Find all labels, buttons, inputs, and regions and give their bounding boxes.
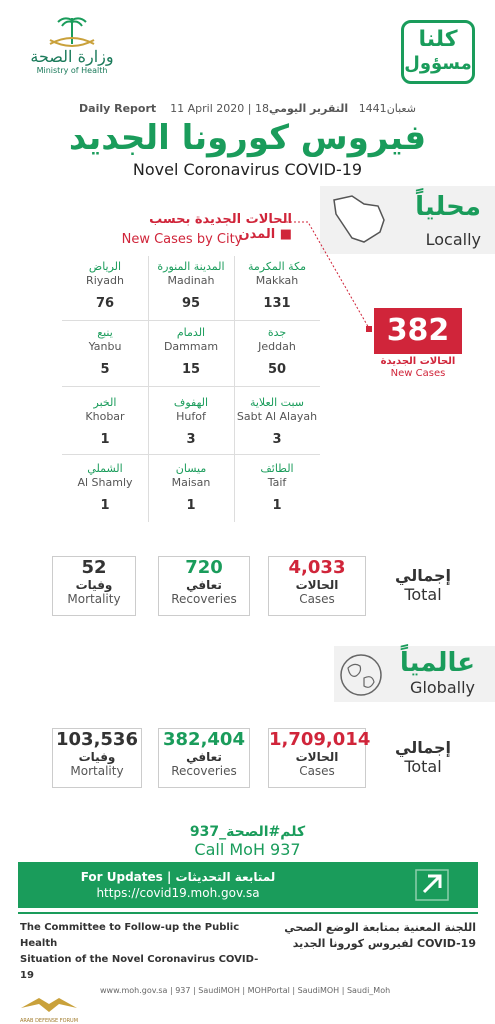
grid-divider	[234, 256, 235, 522]
cities-heading-en: New Cases by City	[121, 232, 243, 247]
updates-bar[interactable]	[18, 862, 478, 908]
global-cases-value: 1,709,014	[269, 729, 371, 750]
city-cell: سبت العلاية Sabt Al Alayah 3	[236, 396, 318, 447]
footer-social-links[interactable]: www.moh.gov.sa | 937 | SaudiMOH | MOHPortal | SaudiMOH | Saudi_Moh	[100, 986, 391, 995]
city-cell: الرياض Riyadh 76	[86, 260, 124, 311]
city-cell: ينبع Yanbu 5	[88, 326, 122, 377]
report-line: Daily Report 11 April 2020 | 18شعبان1441 التقرير اليومي	[79, 102, 416, 115]
updates-url-link[interactable]: https://covid19.moh.gov.sa	[96, 886, 260, 900]
hotline-en: Call MoH 937	[194, 840, 301, 859]
locally-heading-ar: محلياً	[415, 192, 481, 222]
city-cell: جدة Jeddah 50	[258, 326, 296, 377]
city-cell: مكة المكرمة Makkah 131	[247, 260, 307, 311]
city-cell: الشملي Al Shamly 1	[77, 462, 133, 513]
grid-divider	[62, 454, 320, 455]
global-recoveries-value: 382,404	[163, 729, 245, 750]
city-cell: المدينة المنورة Madinah 95	[157, 260, 225, 311]
local-recoveries-box: 720 تعافي Recoveries	[158, 556, 250, 616]
page-title-ar: فيروس كورونا الجديد	[68, 118, 427, 158]
grid-divider	[148, 256, 149, 522]
arrow-icon	[414, 868, 450, 902]
city-cell: الدمام Dammam 15	[163, 326, 219, 377]
moh-logo	[12, 14, 132, 94]
page-title-en: Novel Coronavirus COVID-19	[132, 160, 363, 179]
global-recoveries-box: 382,404 تعافي Recoveries	[158, 728, 250, 788]
city-cell: الهفوف Hufof 3	[173, 396, 209, 447]
local-cases-value: 4,033	[288, 557, 346, 578]
palm-swords-icon	[42, 14, 102, 48]
global-mortality-box: 103,536 وفيات Mortality	[52, 728, 142, 788]
report-label-ar: التقرير اليومي	[269, 102, 349, 115]
locally-heading-en: Locally	[425, 230, 481, 249]
global-mortality-value: 103,536	[56, 729, 138, 750]
moh-name-en: Ministry of Health	[36, 66, 108, 75]
moh-name-ar: وزارة الصحة	[30, 47, 114, 66]
kolna-line1: كلنا	[418, 27, 458, 52]
kolna-masool-logo	[401, 20, 475, 84]
city-cell: الخبر Khobar 1	[85, 396, 125, 447]
report-label-en: Daily Report	[79, 102, 157, 115]
cities-heading-ar: الحالات الجديدة بحسب المدن ■	[149, 212, 292, 242]
grid-divider	[62, 320, 320, 321]
kolna-line2: مسؤول	[404, 53, 472, 74]
city-cell: ميسان Maisan 1	[171, 462, 211, 513]
globally-heading-en: Globally	[410, 678, 475, 697]
new-cases-label-ar: الحالات الجديدة	[380, 356, 456, 367]
new-cases-label-en: New Cases	[390, 368, 446, 379]
grid-divider	[62, 386, 320, 387]
globally-heading-ar: عالمياً	[399, 648, 475, 678]
city-cell: الطائف Taif 1	[260, 462, 294, 513]
hotline-ar: كلم#الصحة_937	[189, 824, 306, 840]
report-hijri: 18شعبان1441	[255, 102, 416, 115]
global-cases-box: 1,709,014 الحالات Cases	[268, 728, 366, 788]
local-total-label: إجمالي Total	[395, 566, 451, 604]
local-mortality-box: 52 وفيات Mortality	[52, 556, 136, 616]
global-total-label: إجمالي Total	[395, 738, 451, 776]
globe-icon	[336, 650, 386, 700]
eagle-icon	[19, 994, 79, 1014]
updates-title: For Updates | لمتابعة التحديثات	[80, 870, 276, 884]
committee-en: The Committee to Follow-up the Public Health Situation of the Novel Coronavirus COVID-19	[20, 922, 259, 981]
new-cases-count: 382	[374, 308, 462, 354]
divider-line	[18, 912, 478, 914]
committee-ar: اللجنة المعنية بمتابعة الوضع الصحي لفيروس كورونا الجديد COVID-19	[284, 921, 476, 950]
local-cases-box: 4,033 الحالات Cases	[268, 556, 366, 616]
local-recoveries-value: 720	[185, 557, 223, 578]
local-mortality-value: 52	[81, 557, 107, 578]
arab-defense-forum-logo: ARAB DEFENSE FORUM	[4, 994, 94, 1024]
report-date: 11 April 2020	[170, 102, 245, 115]
